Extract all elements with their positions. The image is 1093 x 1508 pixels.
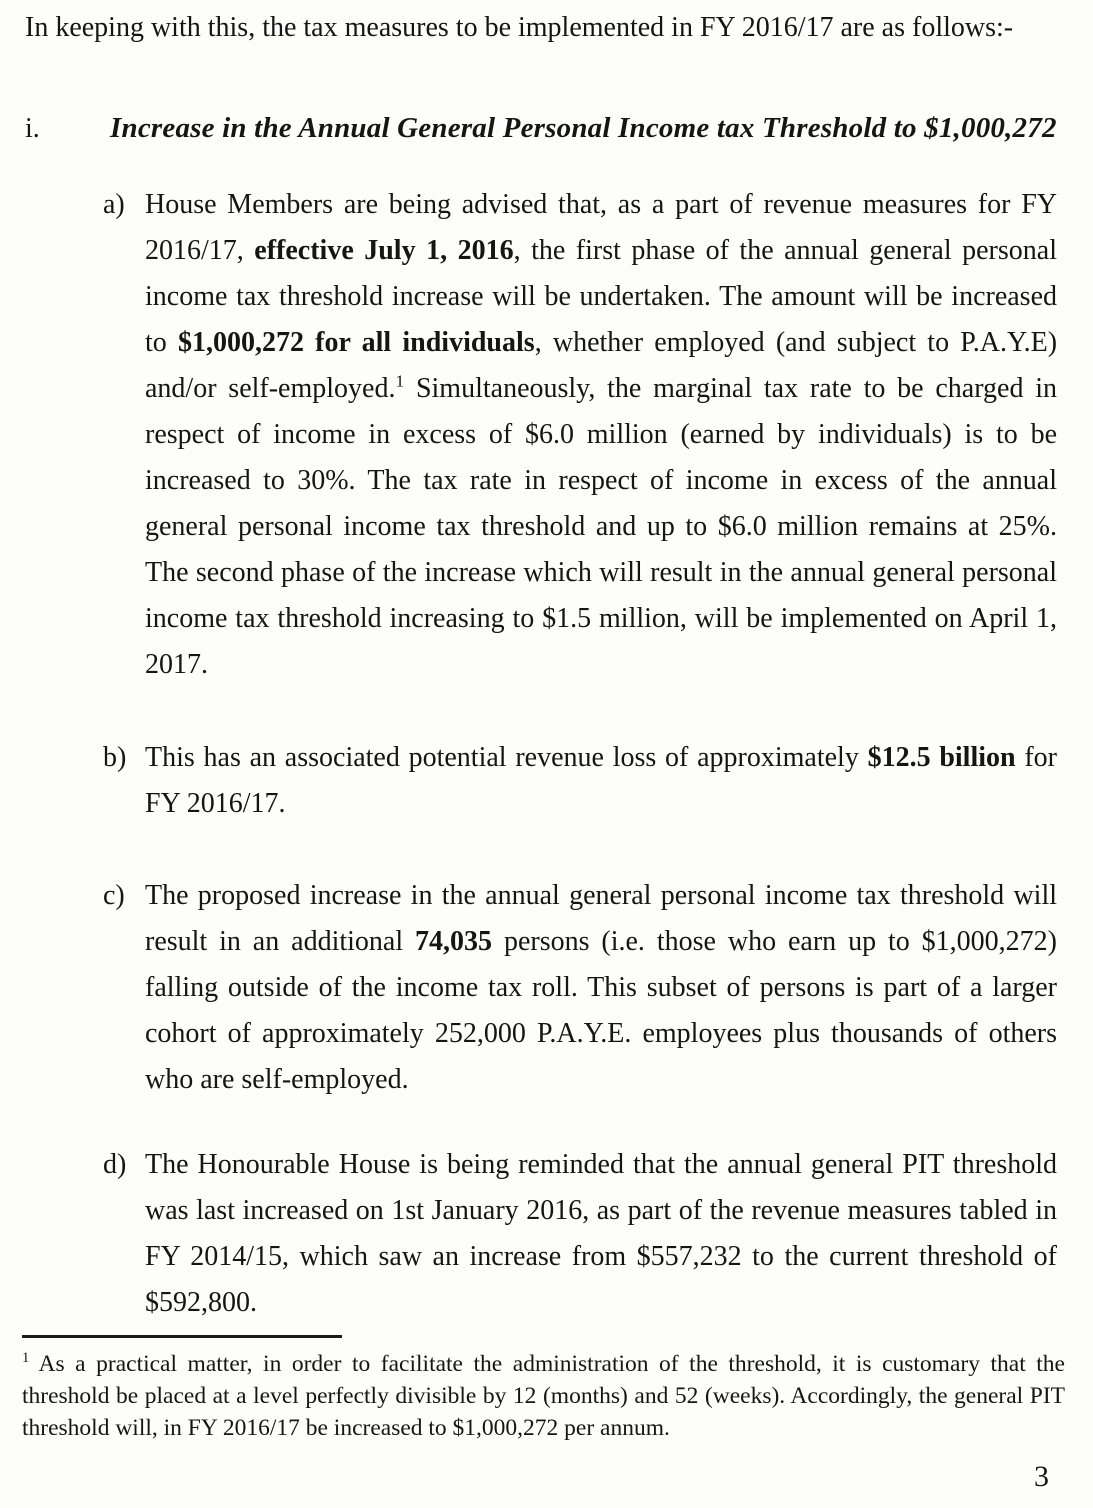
- section-title: Increase in the Annual General Personal Income tax Threshold to $1,000,272: [110, 112, 1057, 144]
- list-item-a-label: a): [103, 189, 125, 220]
- intro-paragraph: In keeping with this, the tax measures to be implemented in FY 2016/17 are as follows:-: [25, 12, 1014, 43]
- list-item-d-label: d): [103, 1149, 127, 1180]
- list-item-c-label: c): [103, 880, 125, 911]
- list-item-b-paragraph: This has an associated potential revenue loss of approximately $12.5 billion for FY 2016/17.: [145, 742, 1057, 819]
- list-item-a: [103, 182, 1057, 688]
- page-number: 3: [1034, 1460, 1049, 1493]
- footnote-divider: [22, 1335, 342, 1338]
- footnote-text: $^1$ As a practical matter, in order to facilitate the administration of the threshold, it is customary that the threshold be placed at a level perfectly divisible by 12 (months) and 52 (weeks). Accordingly, the general PIT threshold will, in FY 2016/17 be increased to $1,000,272 per annum.: [22, 1350, 1065, 1441]
- list-item-c: [103, 873, 1057, 1103]
- footnote: [22, 1335, 1065, 1444]
- list-item-b-label: b): [103, 742, 127, 773]
- list-item-c-paragraph: The proposed increase in the annual general personal income tax threshold will result in an additional 74,035 persons (i.e. those who earn up to $1,000,272) falling outside of the income tax roll. This subset of persons is part of a larger cohort of approximately 252,000 P.A.Y.E. employees plus thousands of others who are self-employed.: [145, 880, 1057, 1095]
- list-item-d-paragraph: The Honourable House is being reminded that the annual general PIT threshold was last increased on 1st January 2016, as part of the revenue measures tabled in FY 2014/15, which saw an increase from $557,232 to the current threshold of $592,800.: [145, 1149, 1057, 1318]
- list-item-a-paragraph: House Members are being advised that, as a part of revenue measures for FY 2016/17, effective July 1, 2016, the first phase of the annual general personal income tax threshold increase will be undertaken. The amount will be increased to $1,000,272 for all individuals, whether employed (and subject to P.A.Y.E) and/or self-employed.$^1$ Simultaneously, the marginal tax rate to be charged in respect of income in excess of $6.0 million (earned by individuals) is to be increased to 30%. The tax rate in respect of income in excess of the annual general personal income tax threshold and up to $6.0 million remains at 25%. The second phase of the increase which will result in the annual general personal income tax threshold increasing to $1.5 million, will be implemented on April 1, 2017.: [145, 189, 1058, 680]
- section-heading: [25, 112, 1057, 145]
- section-marker: i.: [25, 113, 40, 144]
- list-item-d: [103, 1142, 1057, 1326]
- list-item-b: [103, 735, 1057, 827]
